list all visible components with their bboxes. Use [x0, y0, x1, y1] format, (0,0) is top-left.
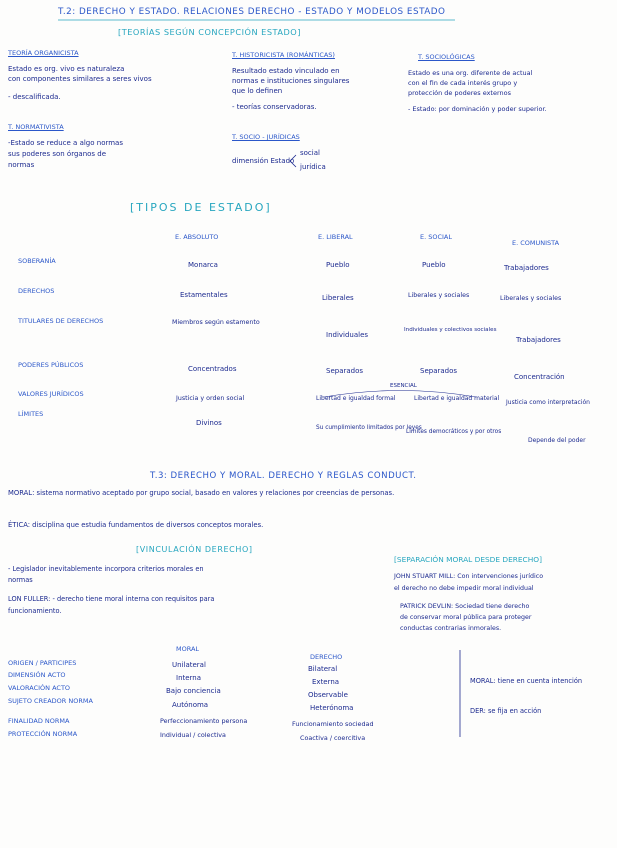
historicista-heading: T. HISTORICISTA (ROMÁNTICAS)	[232, 51, 335, 59]
derecho-value: Externa	[312, 678, 340, 686]
socio-juridicas-line: dimensión Estado	[232, 157, 295, 165]
row-label: VALORES JURÍDICOS	[18, 390, 84, 398]
socio-juridicas-line: social	[300, 149, 320, 157]
comparison-label: SUJETO CREADOR NORMA	[8, 697, 93, 705]
etica-definition: ÉTICA: disciplina que estudia fundamentos de diversos conceptos morales.	[8, 521, 264, 529]
cell: Miembros según estamento	[172, 319, 260, 326]
cell: Pueblo	[422, 261, 446, 269]
socio-juridicas-heading: T. SOCIO - JURÍDICAS	[232, 133, 300, 141]
vinculacion-line: normas	[8, 576, 33, 584]
normativista-line: -Estado se reduce a algo normas	[8, 139, 123, 147]
cell: Divinos	[196, 419, 222, 427]
page-subtitle: [TEORÍAS SEGÚN CONCEPCIÓN ESTADO]	[118, 27, 301, 37]
comparison-label: PROTECCIÓN NORMA	[8, 730, 78, 738]
row-label: SOBERANÍA	[18, 257, 56, 265]
row-label: LÍMITES	[18, 410, 44, 418]
t3-title: T.3: DERECHO Y MORAL. DERECHO Y REGLAS CONDUCT.	[150, 471, 417, 481]
comparison-label: VALORACIÓN ACTO	[8, 684, 71, 692]
col-header: E. LIBERAL	[318, 233, 353, 241]
derecho-value: Heterónoma	[310, 704, 354, 712]
cell: Trabajadores	[516, 336, 561, 344]
separacion-line: conductas contrarias inmorales.	[400, 625, 502, 632]
cell: Libertad e igualdad formal	[316, 395, 396, 402]
col-header: E. COMUNISTA	[512, 239, 560, 247]
cell: Depende del poder	[528, 437, 586, 444]
vinculacion-line: LON FULLER: - derecho tiene moral interna con requisitos para	[8, 595, 215, 603]
moral-value: Perfeccionamiento persona	[160, 717, 248, 725]
normativista-line: sus poderes son órganos de	[8, 150, 107, 158]
comparison-label: FINALIDAD NORMA	[8, 717, 70, 725]
derecho-value: Observable	[308, 691, 348, 699]
socio-juridicas-line: jurídica	[300, 163, 326, 171]
cell: Liberales	[322, 294, 354, 302]
vinculacion-line: funcionamiento.	[8, 607, 62, 615]
moral-value: Bajo conciencia	[166, 687, 221, 695]
cell: Concentrados	[188, 365, 237, 373]
row-label: PODERES PÚBLICOS	[18, 361, 84, 369]
derecho-value: Coactiva / coercitiva	[300, 734, 366, 742]
historicista-line: - teorías conservadoras.	[232, 103, 317, 111]
derecho-value: Bilateral	[308, 665, 338, 673]
sociologicas-line: protección de poderes externos	[408, 89, 512, 97]
separacion-line: el derecho no debe impedir moral individual	[394, 585, 534, 592]
comparison-label: DIMENSIÓN ACTO	[8, 671, 66, 679]
moral-value: Autónoma	[172, 701, 209, 709]
tipos-title: [TIPOS DE ESTADO]	[130, 201, 272, 214]
moral-value: Interna	[176, 674, 202, 682]
cell: Pueblo	[326, 261, 350, 269]
vinculacion-heading: [VINCULACIÓN DERECHO]	[136, 545, 253, 554]
cell: Individuales y colectivos sociales	[404, 327, 497, 333]
sociologicas-heading: T. SOCIOLÓGICAS	[418, 53, 475, 61]
cell: Estamentales	[180, 291, 228, 299]
historicista-line: que lo definen	[232, 87, 283, 95]
moral-definition: MORAL: sistema normativo aceptado por grupo social, basado en valores y relaciones por creencias de personas.	[8, 489, 395, 497]
row-label: DERECHOS	[18, 287, 55, 295]
organicista-heading: TEORÍA ORGANICISTA	[8, 49, 79, 57]
cell: Liberales y sociales	[500, 295, 562, 302]
derecho-note: DER: se fija en acción	[470, 707, 542, 715]
comparison-label: ORIGEN / PARTICIPES	[8, 659, 77, 667]
historicista-line: Resultado estado vinculado en	[232, 67, 340, 75]
sociologicas-line: - Estado: por dominación y poder superior.	[408, 105, 547, 113]
cell: Monarca	[188, 261, 218, 269]
organicista-line: con componentes similares a seres vivos	[8, 75, 152, 83]
cell: Libertad e igualdad material	[414, 395, 500, 402]
separacion-heading: [SEPARACIÓN MORAL DESDE DERECHO]	[394, 555, 542, 564]
moral-value: Unilateral	[172, 661, 206, 669]
cell: Su cumplimiento limitados por leyes	[316, 425, 422, 431]
cell: Concentración	[514, 373, 565, 381]
cell: Límites democráticos y por otros	[406, 429, 502, 435]
vinculacion-line: - Legislador inevitablemente incorpora criterios morales en	[8, 565, 204, 573]
page-title: T.2: DERECHO Y ESTADO. RELACIONES DERECHO - ESTADO Y MODELOS ESTADO	[58, 7, 446, 17]
esencial-note: ESENCIAL	[390, 383, 417, 389]
sociologicas-line: con el fin de cada interés grupo y	[408, 79, 518, 87]
separacion-line: PATRICK DEVLIN: Sociedad tiene derecho	[400, 603, 530, 610]
cell: Trabajadores	[504, 264, 549, 272]
historicista-line: normas e instituciones singulares	[232, 77, 350, 85]
sociologicas-line: Estado es una org. diferente de actual	[408, 69, 533, 77]
col-header: E. ABSOLUTO	[175, 233, 219, 241]
derecho-value: Funcionamiento sociedad	[292, 720, 374, 728]
separacion-line: JOHN STUART MILL: Con intervenciones jurídico	[394, 573, 544, 580]
normativista-heading: T. NORMATIVISTA	[8, 123, 64, 131]
cell: Individuales	[326, 331, 369, 339]
organicista-line: - descalificada.	[8, 93, 61, 101]
derecho-column-heading: DERECHO	[310, 653, 343, 661]
moral-value: Individual / colectiva	[160, 731, 226, 739]
cell: Justicia como interpretación	[506, 399, 590, 406]
normativista-line: normas	[8, 161, 35, 169]
moral-column-heading: MORAL	[176, 645, 200, 653]
moral-note: MORAL: tiene en cuenta intención	[470, 677, 583, 685]
separacion-line: de conservar moral pública para proteger	[400, 614, 532, 621]
cell: Justicia y orden social	[176, 395, 245, 402]
organicista-line: Estado es org. vivo es naturaleza	[8, 65, 125, 73]
cell: Separados	[326, 367, 364, 375]
cell: Liberales y sociales	[408, 292, 470, 299]
col-header: E. SOCIAL	[420, 233, 453, 241]
cell: Separados	[420, 367, 458, 375]
row-label: TITULARES DE DERECHOS	[18, 317, 104, 325]
